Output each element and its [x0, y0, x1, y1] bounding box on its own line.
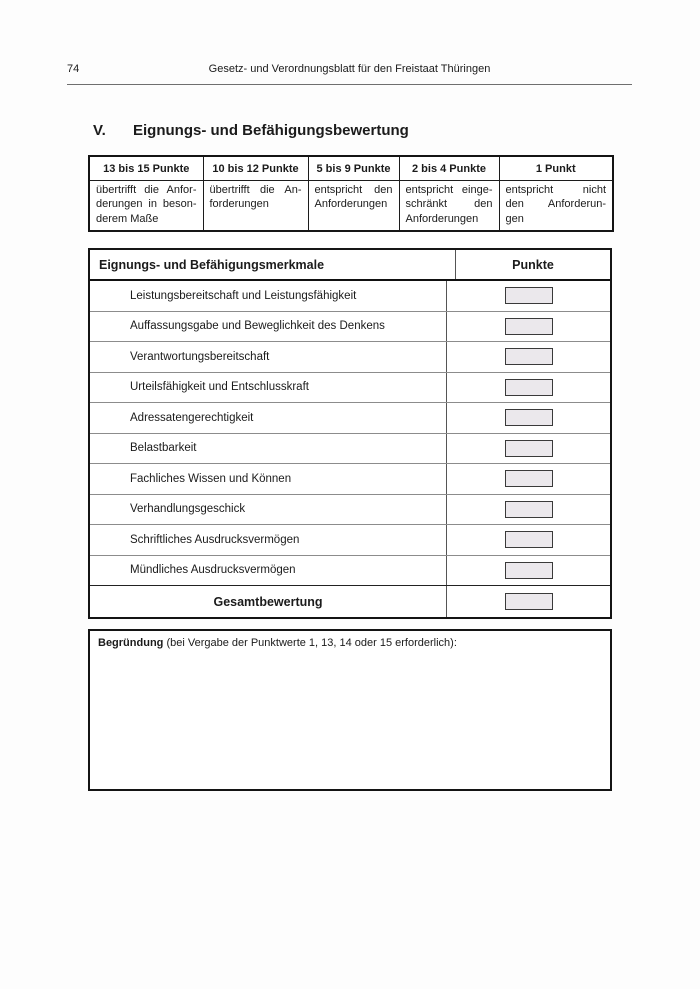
scale-column-description — [399, 181, 499, 232]
points-cell — [446, 495, 610, 525]
assessment-row — [90, 494, 610, 525]
points-cell — [446, 342, 610, 372]
page-number: 74 — [67, 63, 80, 75]
points-cell — [446, 373, 610, 403]
criterion-label: Mündliches Ausdrucksvermögen — [130, 564, 296, 577]
scale-column-header: 13 bis 15 Punkte — [89, 156, 203, 181]
criterion-label: Leistungsbereitschaft und Leistungsfähigkeit — [130, 289, 357, 302]
assessment-row — [90, 341, 610, 372]
points-column-header: Punkte — [455, 250, 610, 279]
assessment-row — [90, 463, 610, 494]
scale-description-line: entspricht den — [314, 184, 393, 196]
assessment-row — [90, 524, 610, 555]
scale-description-line: übertrifft die An- — [209, 184, 302, 196]
scale-description-line: derungen in beson- — [96, 198, 197, 211]
scale-description-line: gen — [505, 212, 524, 225]
total-points-input-field[interactable] — [505, 593, 553, 610]
section-numeral: V. — [93, 122, 106, 139]
points-cell — [446, 464, 610, 494]
scale-description-line: entspricht nicht — [505, 184, 606, 196]
points-cell — [446, 403, 610, 433]
criterion-label: Auffassungsgabe und Beweglichkeit des Denkens — [130, 320, 385, 333]
points-cell — [446, 312, 610, 342]
total-points-cell — [446, 586, 610, 617]
criterion-label: Adressatengerechtigkeit — [130, 411, 254, 424]
scale-column-description — [499, 181, 613, 232]
assessment-table — [88, 248, 612, 619]
points-input-field[interactable] — [505, 379, 553, 396]
points-input-field[interactable] — [505, 348, 553, 365]
scale-description-line: entspricht einge- — [405, 184, 493, 196]
points-input-field[interactable] — [505, 440, 553, 457]
criterion-label: Fachliches Wissen und Können — [130, 472, 292, 485]
justification-label-rest: (bei Vergabe der Punktwerte 1, 13, 14 oder 15 erforderlich): — [163, 637, 457, 649]
criterion-label: Schriftliches Ausdrucksvermögen — [130, 533, 300, 546]
header-rule — [67, 84, 632, 85]
scale-column-description — [89, 181, 203, 232]
assessment-row — [90, 402, 610, 433]
justification-label — [98, 637, 602, 649]
points-cell — [446, 525, 610, 555]
scale-column-header: 2 bis 4 Punkte — [399, 156, 499, 181]
section-title: Eignungs- und Befähigungsbewertung — [133, 122, 409, 139]
scale-column-description — [203, 181, 308, 232]
points-input-field[interactable] — [505, 318, 553, 335]
section-heading — [93, 122, 409, 139]
scale-description-line: derem Maße — [96, 212, 159, 225]
scale-description-line: Anforderungen — [314, 198, 388, 211]
points-input-field[interactable] — [505, 409, 553, 426]
assessment-row — [90, 433, 610, 464]
scale-description-line: schränkt den — [405, 198, 493, 211]
criterion-label: Urteilsfähigkeit und Entschlusskraft — [130, 381, 309, 394]
points-input-field[interactable] — [505, 501, 553, 518]
assessment-row — [90, 372, 610, 403]
points-cell — [446, 556, 610, 586]
justification-label-bold: Begründung — [98, 637, 164, 649]
criterion-label: Verantwortungsbereitschaft — [130, 350, 270, 363]
assessment-row — [90, 281, 610, 311]
assessment-header-row — [90, 250, 610, 281]
scale-column-description — [308, 181, 399, 232]
justification-box — [88, 629, 612, 791]
points-input-field[interactable] — [505, 287, 553, 304]
assessment-row — [90, 311, 610, 342]
scale-description-line: übertrifft die Anfor- — [96, 184, 197, 196]
points-scale-table — [88, 155, 614, 232]
scale-column-header: 5 bis 9 Punkte — [308, 156, 399, 181]
scale-header-row — [89, 156, 613, 181]
assessment-row — [90, 555, 610, 586]
scale-description-line: forderungen — [209, 198, 269, 211]
points-cell — [446, 434, 610, 464]
total-row — [90, 585, 610, 617]
criterion-label: Belastbarkeit — [130, 442, 197, 455]
total-label: Gesamtbewertung — [213, 594, 323, 609]
scale-body-row — [89, 181, 613, 232]
assessment-rows — [90, 281, 610, 585]
justification-input-area[interactable] — [98, 649, 602, 767]
journal-title: Gesetz- und Verordnungsblatt für den Freistaat Thüringen — [208, 63, 491, 75]
scale-description-line: Anforderungen — [405, 212, 479, 225]
points-cell — [446, 281, 610, 311]
criterion-label: Verhandlungsgeschick — [130, 503, 246, 516]
points-input-field[interactable] — [505, 562, 553, 579]
scale-description-line: den Anforderun- — [505, 198, 606, 211]
scale-column-header: 10 bis 12 Punkte — [203, 156, 308, 181]
points-input-field[interactable] — [505, 470, 553, 487]
points-input-field[interactable] — [505, 531, 553, 548]
scale-column-header: 1 Punkt — [499, 156, 613, 181]
criteria-column-header: Eignungs- und Befähigungsmerkmale — [99, 257, 325, 272]
